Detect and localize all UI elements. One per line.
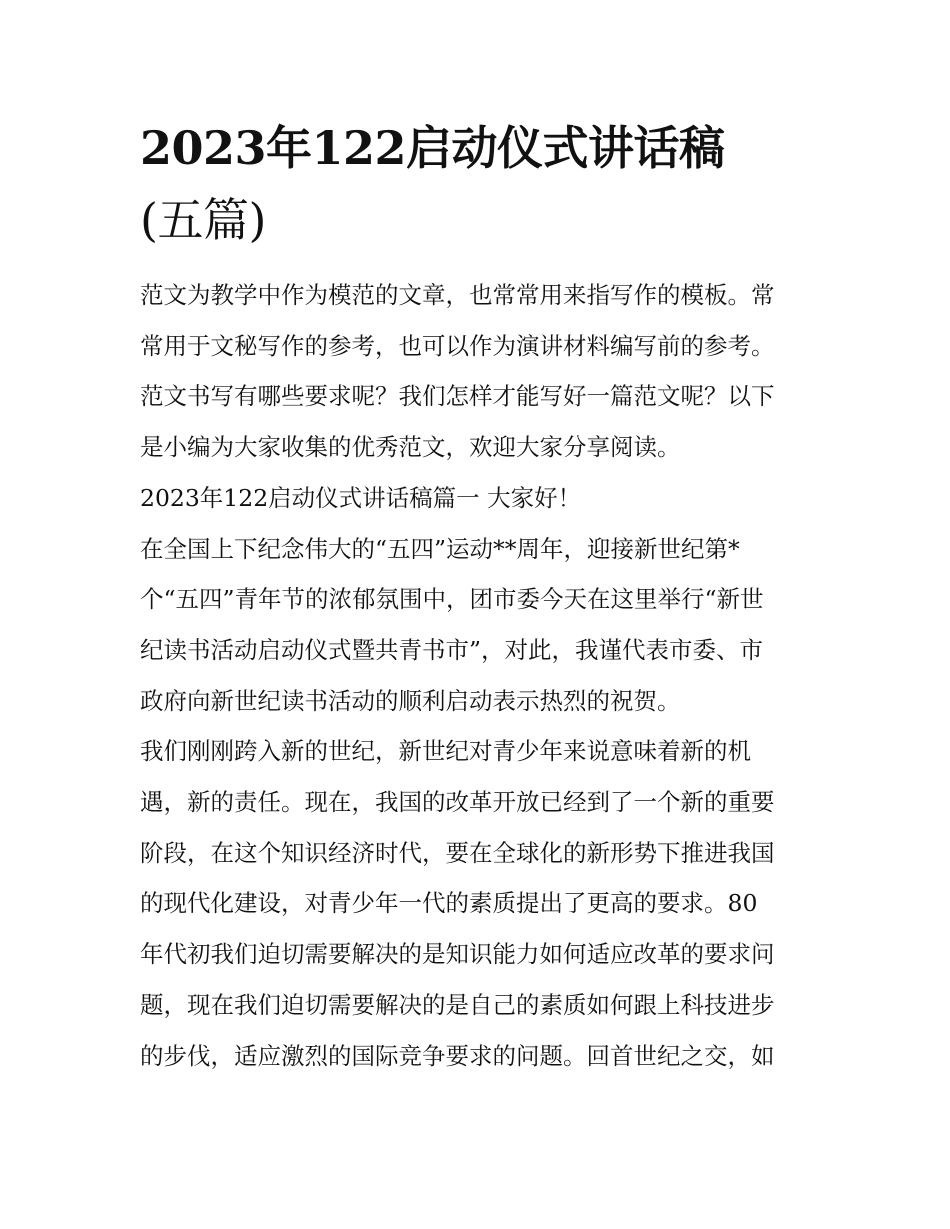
- document-title-line-2: (五篇): [140, 193, 266, 247]
- body-line: 的步伐，适应激烈的国际竞争要求的问题。回首世纪之交，如: [140, 1041, 775, 1070]
- body-line: 范文为教学中作为模范的文章，也常常用来指写作的模板。常: [140, 281, 775, 309]
- body-line: 政府向新世纪读书活动的顺利启动表示热烈的祝贺。: [140, 686, 681, 715]
- body-line: 题，现在我们迫切需要解决的是自己的素质如何跟上科技进步: [140, 990, 775, 1019]
- body-line: 我们刚刚跨入新的世纪，新世纪对青少年来说意味着新的机: [140, 737, 751, 766]
- document-body: [140, 270, 820, 1081]
- body-line: 个“五四”青年节的浓郁氛围中，团市委今天在这里举行“新世: [140, 585, 764, 614]
- body-line: 阶段，在这个知识经济时代，要在全球化的新形势下推进我国: [140, 838, 775, 867]
- document-title: [140, 112, 820, 256]
- body-line: 的现代化建设，对青少年一代的素质提出了更高的要求。80: [140, 889, 758, 918]
- body-line: 在全国上下纪念伟大的“五四”运动**周年，迎接新世纪第*: [140, 534, 740, 563]
- body-line: 是小编为大家收集的优秀范文，欢迎大家分享阅读。: [140, 433, 681, 462]
- body-line: 范文书写有哪些要求呢？我们怎样才能写好一篇范文呢？以下: [140, 382, 775, 411]
- body-line: 常用于文秘写作的参考，也可以作为演讲材料编写前的参考。: [140, 331, 775, 360]
- body-line: 年代初我们迫切需要解决的是知识能力如何适应改革的要求问: [140, 940, 775, 969]
- body-line: 纪读书活动启动仪式暨共青书市”，对此，我谨代表市委、市: [140, 635, 764, 664]
- document-page: [140, 112, 820, 1081]
- body-line: 遇，新的责任。现在，我国的改革开放已经到了一个新的重要: [140, 788, 775, 817]
- document-title-line-1: 2023年122启动仪式讲话稿: [140, 121, 725, 175]
- body-line: 2023年122启动仪式讲话稿篇一 大家好！: [140, 483, 582, 512]
